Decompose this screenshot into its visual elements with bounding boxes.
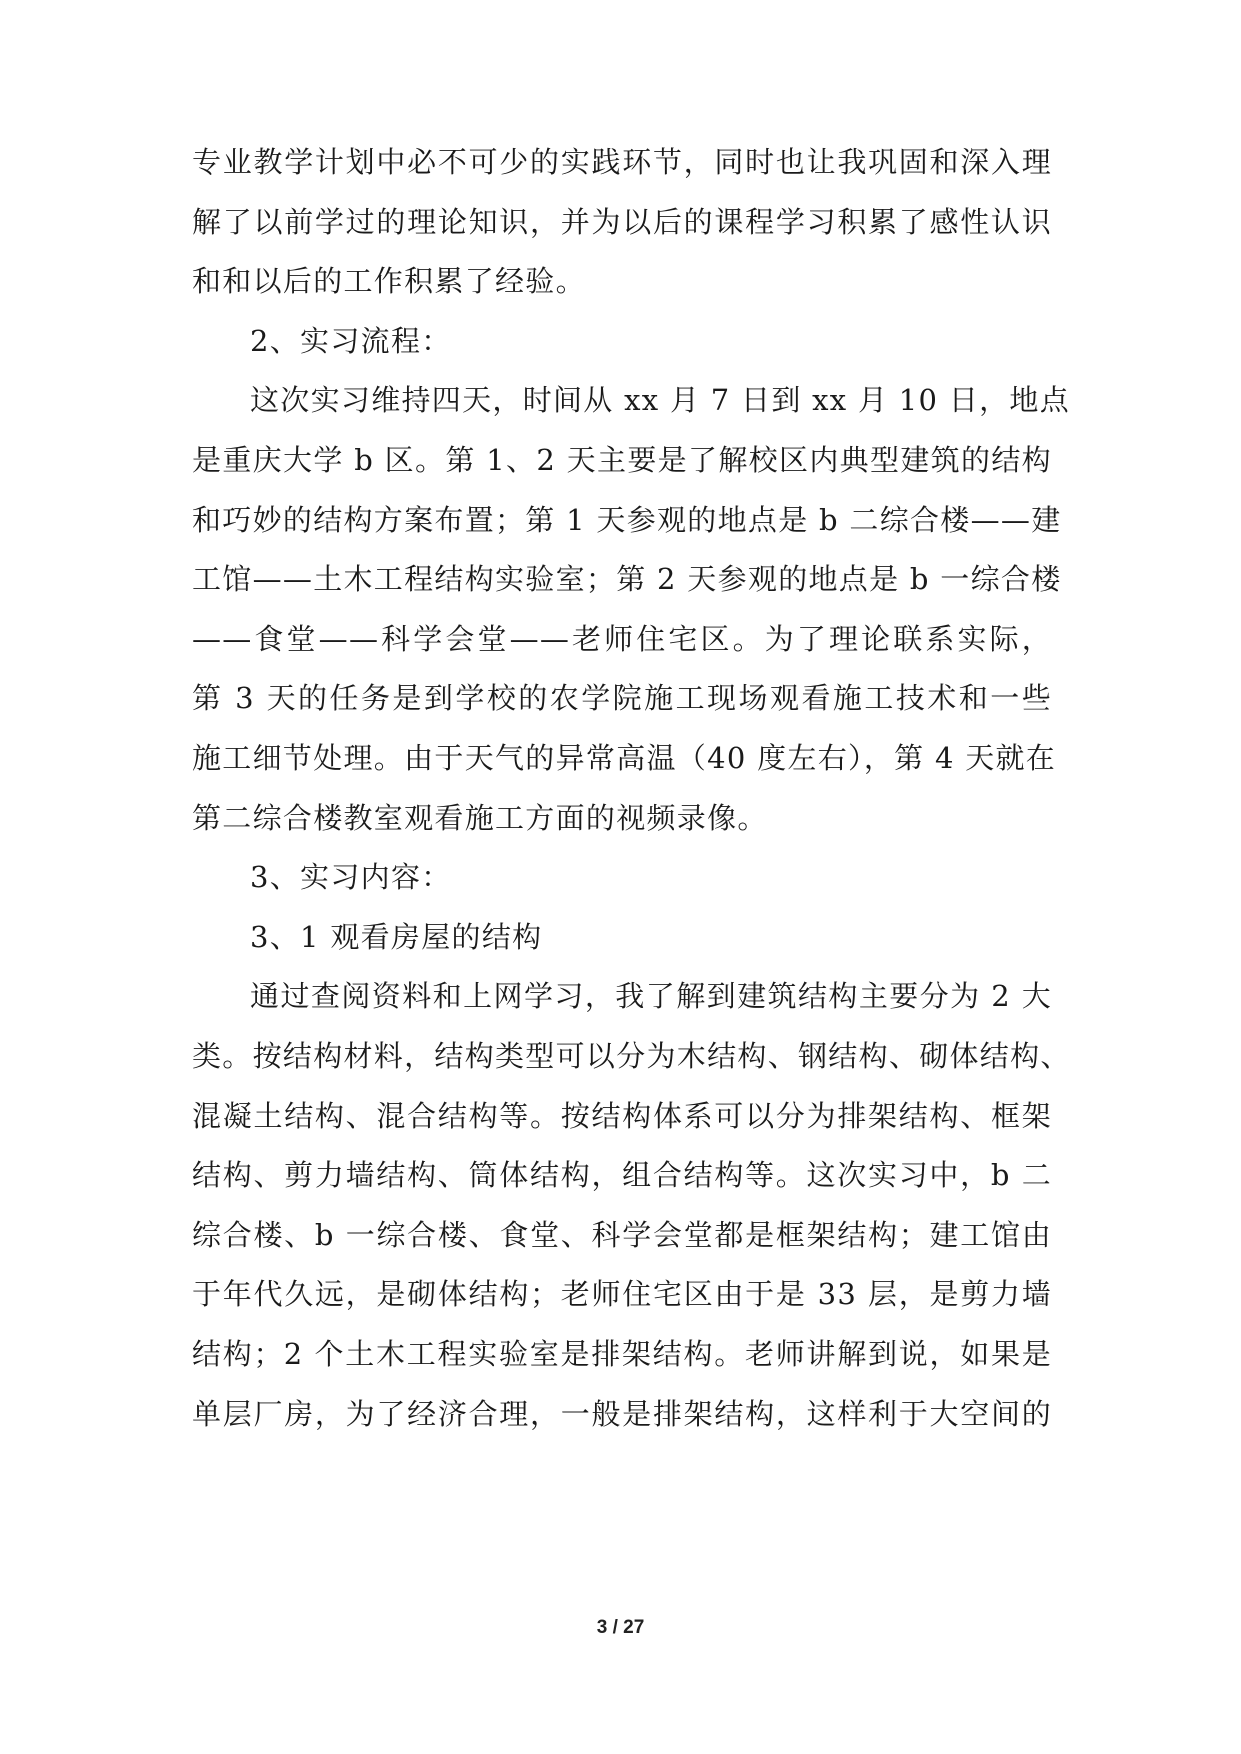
text-line: 这次实习维持四天，时间从 xx 月 7 日到 xx 月 10 日，地点 bbox=[250, 383, 1071, 417]
text-line: 施工细节处理。由于天气的异常高温（40 度左右），第 4 天就在 bbox=[192, 741, 1057, 775]
text-line: 混凝土结构、混合结构等。按结构体系可以分为排架结构、框架 bbox=[192, 1099, 1052, 1133]
text-line: 第 3 天的任务是到学校的农学院施工现场观看施工技术和一些 bbox=[192, 681, 1052, 715]
text-line: 单层厂房，为了经济合理，一般是排架结构，这样利于大空间的 bbox=[192, 1397, 1052, 1431]
text-line: 3、1 观看房屋的结构 bbox=[250, 920, 543, 954]
text-line: 3、实习内容： bbox=[250, 860, 452, 894]
text-line: 第二综合楼教室观看施工方面的视频录像。 bbox=[192, 801, 768, 835]
text-line: 综合楼、b 一综合楼、食堂、科学会堂都是框架结构；建工馆由 bbox=[192, 1218, 1052, 1252]
text-line: 工馆——土木工程结构实验室；第 2 天参观的地点是 b 一综合楼 bbox=[192, 562, 1062, 596]
text-line: 结构；2 个土木工程实验室是排架结构。老师讲解到说，如果是 bbox=[192, 1337, 1052, 1371]
text-line: 通过查阅资料和上网学习，我了解到建筑结构主要分为 2 大 bbox=[250, 979, 1052, 1013]
text-line: ——食堂——科学会堂——老师住宅区。为了理论联系实际， bbox=[192, 622, 1052, 656]
text-line: 类。按结构材料，结构类型可以分为木结构、钢结构、砌体结构、 bbox=[192, 1039, 1071, 1073]
page-number: 3 / 27 bbox=[596, 1617, 645, 1638]
text-line: 于年代久远，是砌体结构；老师住宅区由于是 33 层，是剪力墙 bbox=[192, 1277, 1052, 1311]
text-line: 是重庆大学 b 区。第 1、2 天主要是了解校区内典型建筑的结构 bbox=[192, 443, 1052, 477]
text-line: 解了以前学过的理论知识，并为以后的课程学习积累了感性认识 bbox=[192, 205, 1052, 239]
text-line: 专业教学计划中必不可少的实践环节，同时也让我巩固和深入理 bbox=[192, 145, 1052, 179]
text-line: 和巧妙的结构方案布置；第 1 天参观的地点是 b 二综合楼——建 bbox=[192, 503, 1062, 537]
text-line: 结构、剪力墙结构、筒体结构，组合结构等。这次实习中，b 二 bbox=[192, 1158, 1052, 1192]
text-line: 和和以后的工作积累了经验。 bbox=[192, 264, 586, 298]
text-line: 2、实习流程： bbox=[250, 324, 452, 358]
